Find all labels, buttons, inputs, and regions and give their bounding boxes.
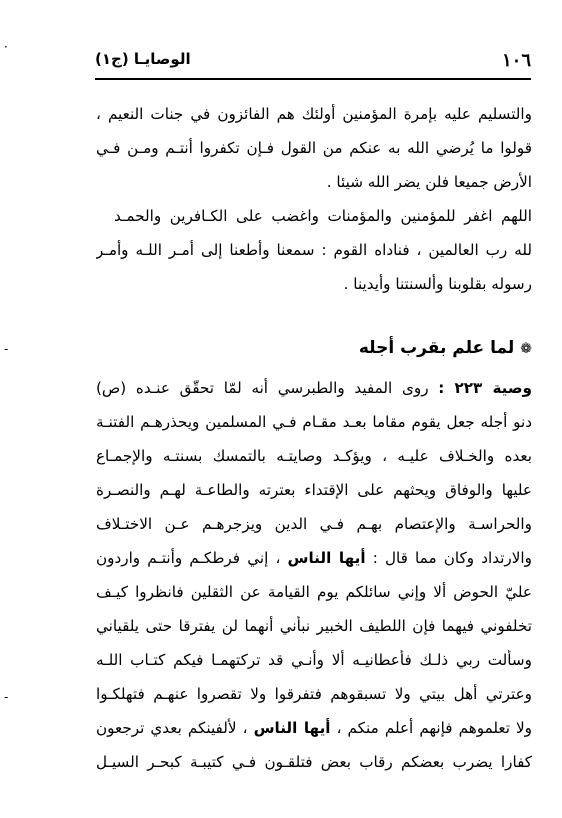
text-line: عليها والوفاق ويحثهم على الإقتداء بعترته والطاعـة لهـم والنصـرة bbox=[96, 481, 532, 499]
text-line bbox=[96, 548, 532, 568]
text-line: الأرض جميعا فلن يضر الله شيئا . bbox=[326, 173, 532, 191]
page-header bbox=[95, 48, 531, 80]
section-heading bbox=[359, 338, 532, 358]
text-line: وسألت ربي ذلـك فأعطانيـه ألا وأنـي قد تركتهمـا فيكم كتـاب اللـه bbox=[96, 651, 532, 669]
text-line: دنو أجله جعل يقوم مقاما بعـد مقـام فـي المسلمين ويحذرهـم الفتنـة bbox=[96, 413, 532, 431]
text-line: رسوله بقلوبنا وألسنتنا وأيدينا . bbox=[343, 275, 532, 293]
text-line: والتسليم عليه بإمرة المؤمنين أولئك هم الفائزون في جنات النعيم ، bbox=[96, 105, 532, 123]
text-line bbox=[96, 378, 532, 398]
text-line: لله رب العالمين ، فناداه القوم : سمعنا وأطعنا إلى أمـر اللـه وأمـر bbox=[96, 241, 532, 259]
wasiyya-label: وصية ٢٢٣ : bbox=[438, 379, 532, 397]
text-segment: ، لألفينكم بعدي ترجعون bbox=[96, 719, 248, 737]
margin-mark: - bbox=[4, 342, 9, 356]
running-title: الوصايـا (ج١) bbox=[95, 50, 191, 68]
text-line bbox=[96, 718, 532, 738]
text-segment: والارتداد وكان مما قال : bbox=[372, 549, 532, 567]
page-number: ١٠٦ bbox=[501, 50, 531, 71]
speaker-phrase: أيها الناس bbox=[287, 549, 366, 567]
text-segment: ولا تعلموهم فإنهم أعلم منكم ، bbox=[336, 719, 532, 737]
text-line: والحراسـة والإعتصام بهـم فـي الدين ويزجرهـم عـن الاختـلاف bbox=[96, 515, 532, 533]
text-line: وعترتي أهل بيتي ولا تسبقوهم فتفرقوا ولا تقصروا عنهـم فتهلكـوا bbox=[96, 685, 532, 703]
section-title: لما علم بقرب أجله bbox=[358, 338, 515, 358]
speaker-phrase: أيها الناس bbox=[253, 719, 331, 737]
text-line: اللهم اغفر للمؤمنين والمؤمنات واغضب على الكـافرين والحمـد bbox=[114, 207, 532, 225]
text-line: قولوا ما يُرضي الله به عنكم من القول فـإن تكفروا أنتـم ومـن فـي bbox=[96, 139, 532, 157]
flower-ornament-icon: ❁ bbox=[520, 341, 532, 357]
text-line: عليّ الحوض ألا وإني سائلكم يوم القيامة عن الثقلين فانظروا كيـف bbox=[96, 583, 532, 601]
text-segment: روى المفيد والطبرسي أنه لمّا تحقّق عنـده (ص) bbox=[96, 379, 429, 397]
text-line: تخلفوني فيهما فإن اللطيف الخبير نبأني أنهما لن يفترقا حتى يلقياني bbox=[96, 617, 532, 635]
margin-mark: - bbox=[4, 690, 9, 704]
text-segment: ، إني فرطكـم وأنتـم واردون bbox=[96, 549, 281, 567]
text-line: كفارا يضرب بعضكم رقاب بعض فتلقـون فـي كتيبـة كبحـر السيـل bbox=[96, 753, 532, 771]
text-line: بعده والخـلاف عليـه ، ويؤكـد وصايتـه بالتمسك بسنتـه والإجمـاع bbox=[96, 447, 532, 465]
margin-mark: · bbox=[4, 40, 8, 54]
